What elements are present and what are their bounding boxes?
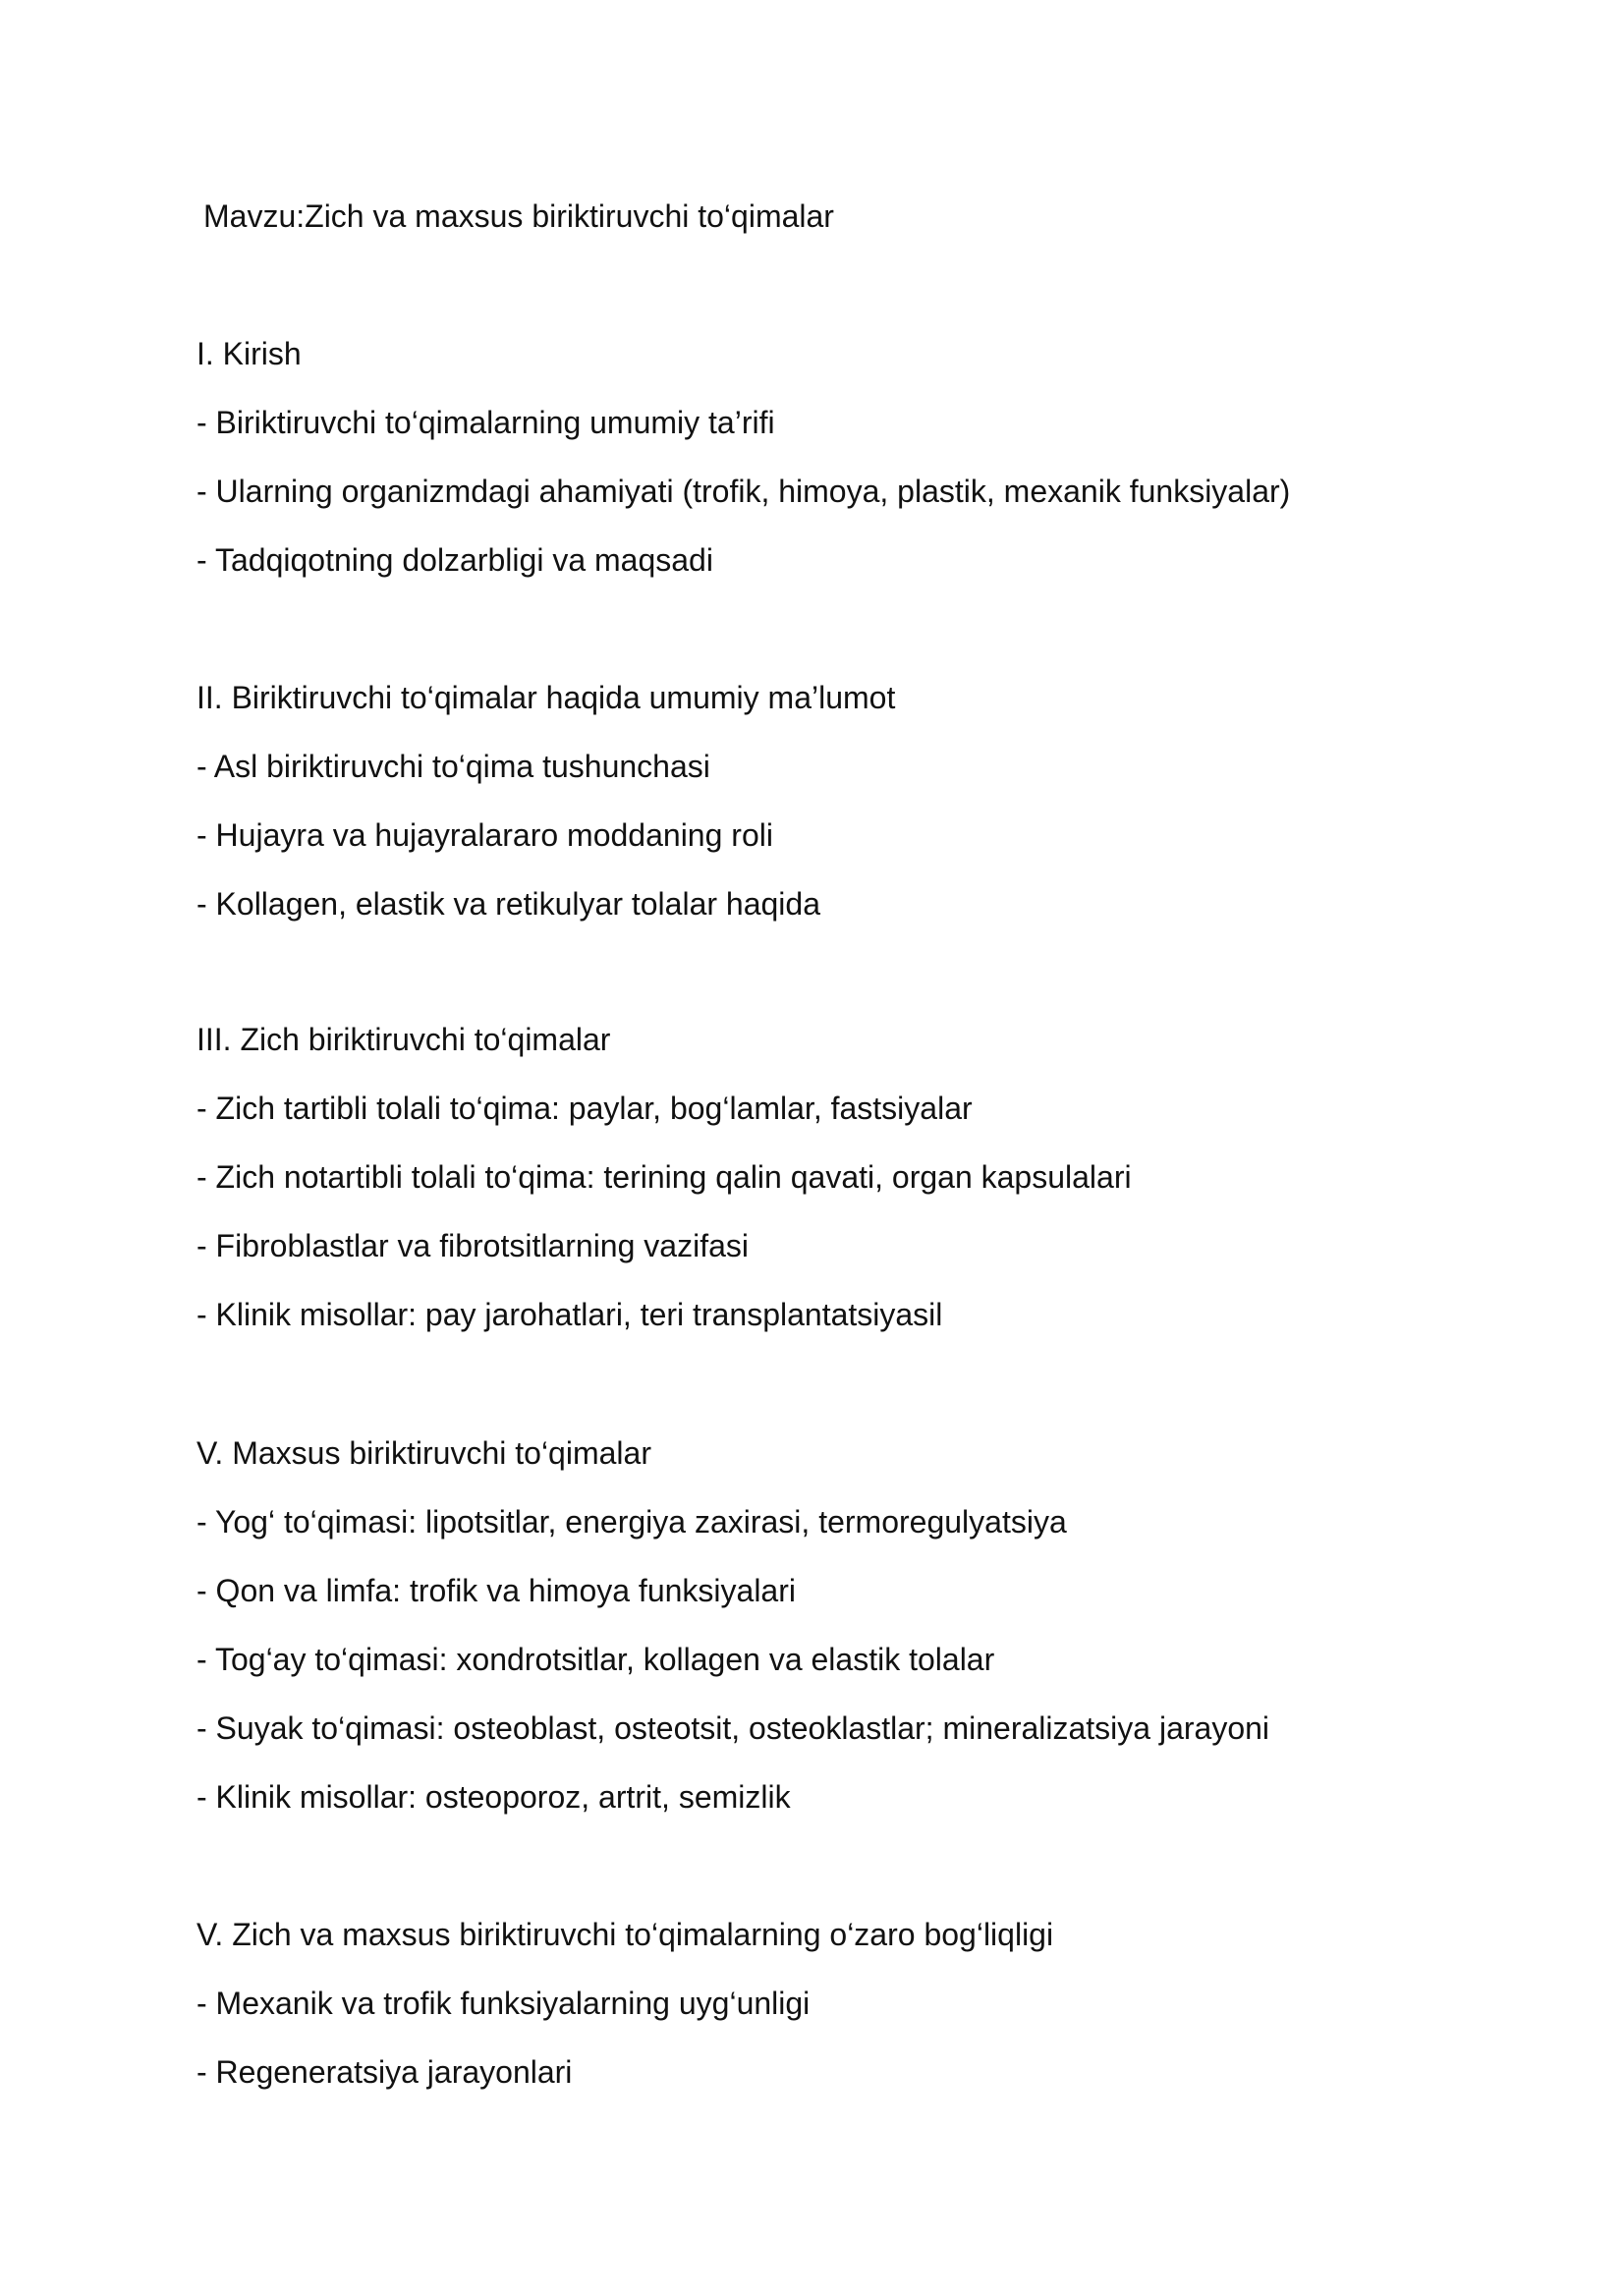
section-heading: V. Maxsus biriktiruvchi to‘qimalar — [196, 1435, 651, 1471]
section-heading: III. Zich biriktiruvchi to‘qimalar — [196, 1022, 611, 1057]
list-item: - Hujayra va hujayralararo moddaning roli — [196, 817, 773, 853]
list-item: - Tog‘ay to‘qimasi: xondrotsitlar, kollagen va elastik tolalar — [196, 1642, 995, 1677]
list-item: - Biriktiruvchi to‘qimalarning umumiy ta’rifi — [196, 405, 775, 440]
list-item: - Kollagen, elastik va retikulyar tolalar haqida — [196, 886, 820, 922]
section-dense-tissues — [196, 1020, 1474, 1364]
section-interrelation — [196, 1915, 1474, 2121]
section-heading: V. Zich va maxsus biriktiruvchi to‘qimalarning o‘zaro bog‘liqligi — [196, 1917, 1054, 1952]
document-title: Mavzu:Zich va maxsus biriktiruvchi to‘qimalar — [203, 198, 834, 234]
section-general-info — [196, 678, 1474, 953]
list-item: - Suyak to‘qimasi: osteoblast, osteotsit, osteoklastlar; mineralizatsiya jarayoni — [196, 1710, 1270, 1746]
list-item: - Regeneratsiya jarayonlari — [196, 2054, 573, 2090]
section-special-tissues — [196, 1433, 1474, 1846]
list-item: - Ularning organizmdagi ahamiyati (trofik, himoya, plastik, mexanik funksiyalar) — [196, 474, 1291, 509]
list-item: - Yog‘ to‘qimasi: lipotsitlar, energiya zaxirasi, termoregulyatsiya — [196, 1504, 1067, 1540]
list-item: - Zich tartibli tolali to‘qima: paylar, bog‘lamlar, fastsiyalar — [196, 1091, 973, 1126]
list-item: - Zich notartibli tolali to‘qima: terining qalin qavati, organ kapsulalari — [196, 1159, 1132, 1195]
list-item: - Mexanik va trofik funksiyalarning uyg‘unligi — [196, 1986, 811, 2021]
list-item: - Qon va limfa: trofik va himoya funksiyalari — [196, 1573, 796, 1608]
section-heading: II. Biriktiruvchi to‘qimalar haqida umumiy ma’lumot — [196, 680, 896, 715]
section-introduction — [196, 334, 1474, 609]
list-item: - Klinik misollar: osteoporoz, artrit, semizlik — [196, 1779, 791, 1815]
list-item: - Tadqiqotning dolzarbligi va maqsadi — [196, 542, 713, 578]
list-item: - Fibroblastlar va fibrotsitlarning vazifasi — [196, 1228, 749, 1263]
section-heading: I. Kirish — [196, 336, 302, 371]
list-item: - Klinik misollar: pay jarohatlari, teri transplantatsiyasil — [196, 1297, 943, 1332]
list-item: - Asl biriktiruvchi to‘qima tushunchasi — [196, 749, 710, 784]
